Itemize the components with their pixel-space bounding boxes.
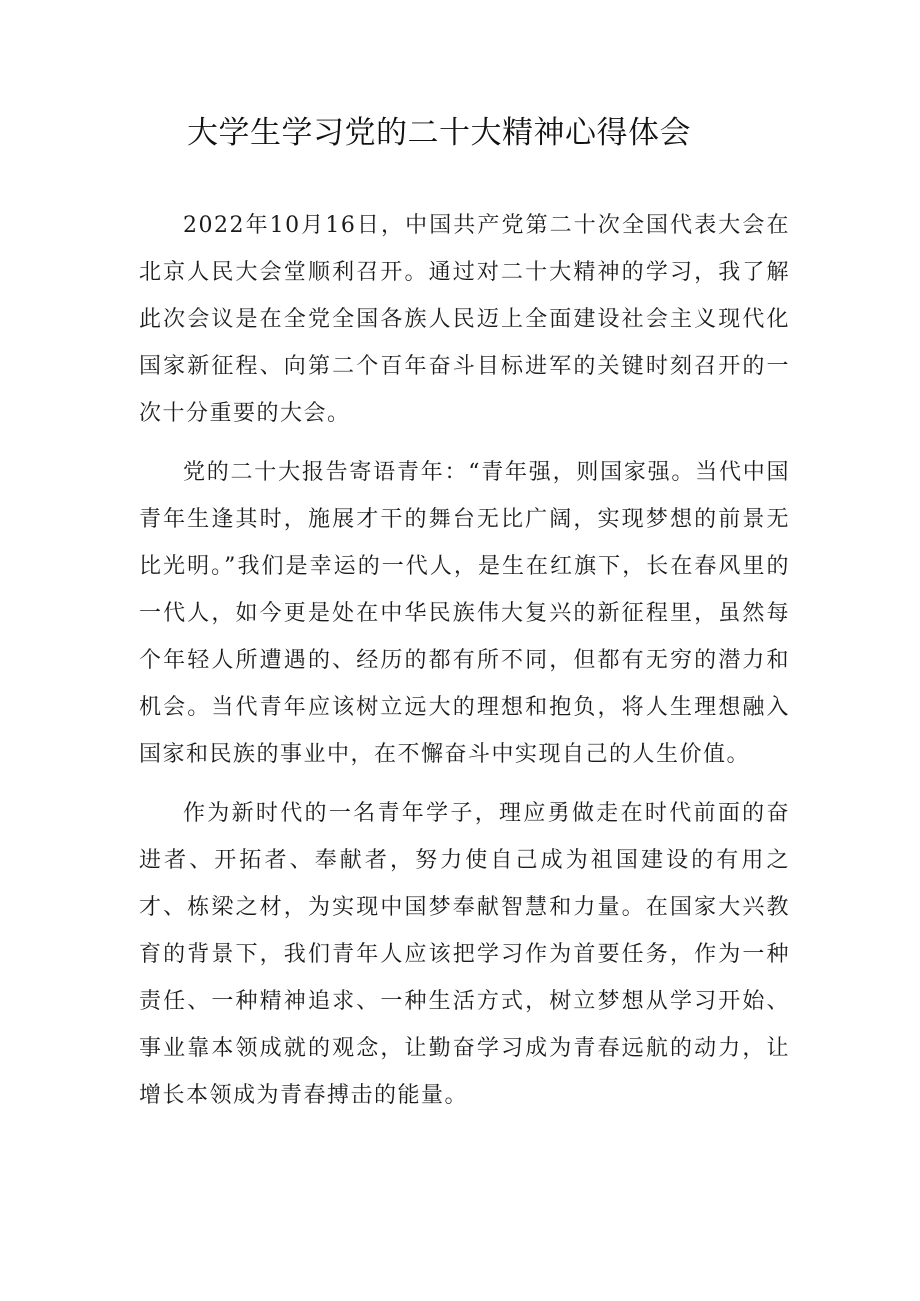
document-title: 大学生学习党的二十大精神心得体会 [187,115,691,151]
paragraph-3: 作为新时代的一名青年学子，理应勇做走在时代前面的奋进者、开拓者、奉献者，努力使自己成为祖国建设的有用之才、栋梁之材，为实现中国梦奉献智慧和力量。在国家大兴教育的背景下，我们青年人应该把学习作为首要任务，作为一种责任、一种精神追求、一种生活方式，树立梦想从学习开始、事业靠本领成就的观念，让勤奋学习成为青春远航的动力，让增长本领成为青春搏击的能量。 [139,801,790,1108]
paragraph-2: 党的二十大报告寄语青年：“青年强，则国家强。当代中国青年生逢其时，施展才干的舞台无比广阔，实现梦想的前景无比光明。”我们是幸运的一代人，是生在红旗下，长在春风里的一代人，如今更是处在中华民族伟大复兴的新征程里，虽然每个年轻人所遭遇的、经历的都有所不同，但都有无穷的潜力和机会。当代青年应该树立远大的理想和抱负，将人生理想融入国家和民族的事业中，在不懈奋斗中实现自己的人生价值。 [139,460,790,767]
paragraph-1: 2022年10月16日，中国共产党第二十次全国代表大会在北京人民大会堂顺利召开。通过对二十大精神的学习，我了解此次会议是在全党全国各族人民迈上全面建设社会主义现代化国家新征程、向第二个百年奋斗目标进军的关键时刻召开的一次十分重要的大会。 [139,213,790,426]
